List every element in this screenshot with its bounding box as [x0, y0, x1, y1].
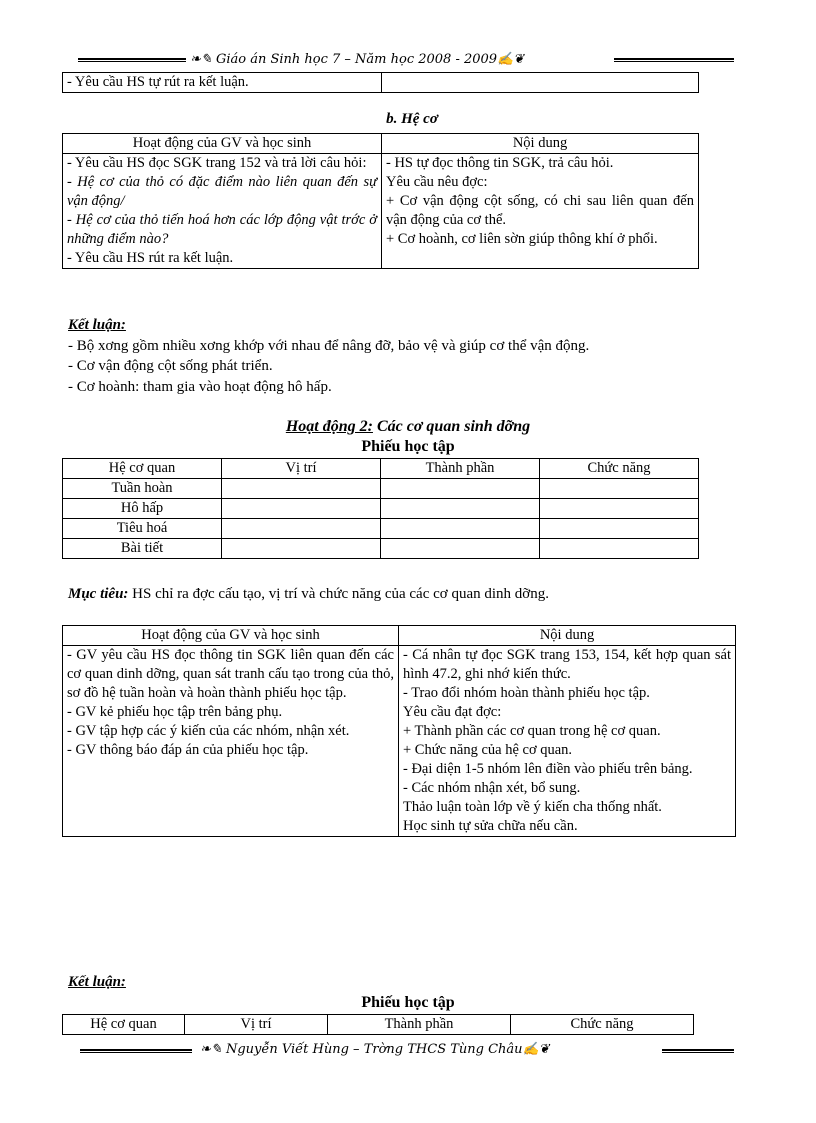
conclusion-1-line: - Cơ hoành: tham gia vào hoạt động hô hấp. [68, 379, 332, 395]
worksheet-1-cell [222, 479, 381, 499]
activity-2-col-activity: Hoạt động của GV và học sinh [63, 626, 399, 646]
activity-2-content-line: Thảo luận toàn lớp về ý kiến cha thống nhất. [403, 799, 662, 815]
section-b-col-activity: Hoạt động của GV và học sinh [63, 134, 382, 154]
activity-2-activity-line: - GV tập hợp các ý kiến của các nhóm, nhận xét. [67, 723, 350, 739]
header-ornament-right: ✍❦ [497, 52, 525, 67]
activity-2-content-line: - Trao đổi nhóm hoàn thành phiếu học tập. [403, 685, 650, 701]
activity-2-title [0, 418, 816, 436]
section-b-content-cell [382, 154, 699, 269]
worksheet-1-cell [222, 499, 381, 519]
activity-2-content-line: - Các nhóm nhận xét, bổ sung. [403, 780, 581, 796]
footer-rule-left [80, 1049, 192, 1053]
footer-ornament-left: ❧✎ [200, 1042, 222, 1057]
section-b-activity-cell [63, 154, 382, 269]
activity-2-title-rest: Các cơ quan sinh dỡng [372, 418, 531, 435]
worksheet-1-title: Phiếu học tập [361, 438, 455, 455]
top-table [62, 72, 699, 93]
worksheet-1-cell [222, 519, 381, 539]
activity-2-content-line: Yêu cầu đạt đợc: [403, 704, 502, 720]
worksheet-1-table [62, 458, 699, 559]
activity-2-content-line: + Thành phần các cơ quan trong hệ cơ quan. [403, 723, 661, 739]
activity-2-content-cell [399, 646, 736, 837]
worksheet-2-col: Hệ cơ quan [63, 1015, 185, 1035]
worksheet-2-table [62, 1014, 694, 1035]
conclusion-1-line: - Bộ xơng gồm nhiều xơng khớp với nhau để nâng đỡ, bảo vệ và giúp cơ thể vận động. [68, 338, 590, 354]
activity-2-content-line: + Chức năng của hệ cơ quan. [403, 742, 573, 758]
worksheet-1-cell [540, 519, 699, 539]
objective-text: HS chỉ ra đợc cấu tạo, vị trí và chức năng của các cơ quan dinh dỡng. [128, 586, 549, 602]
activity-2-activity-line: - GV kẻ phiếu học tập trên bảng phụ. [67, 704, 283, 720]
section-b-activity-line: - Yêu cầu HS rút ra kết luận. [67, 250, 234, 266]
worksheet-1-col: Hệ cơ quan [63, 459, 222, 479]
worksheet-2-col: Chức năng [511, 1015, 694, 1035]
worksheet-1-cell [540, 539, 699, 559]
worksheet-1-cell [222, 539, 381, 559]
page-header [190, 52, 610, 67]
activity-2-content-line: - Cá nhân tự đọc SGK trang 153, 154, kết hợp quan sát hình 47.2, ghi nhớ kiến thức. [403, 647, 731, 682]
activity-2-activity-line: - GV yêu cầu HS đọc thông tin SGK liên quan đến các cơ quan dinh dỡng, quan sát tranh cấu tạo trong của thỏ, sơ đồ hệ tuần hoàn và hoàn thành phiếu học tập. [67, 647, 394, 701]
activity-2-table [62, 625, 736, 837]
conclusion-2-label: Kết luận: [68, 974, 126, 990]
top-table-left: - Yêu cầu HS tự rút ra kết luận. [63, 73, 382, 93]
top-table-right [382, 73, 699, 93]
header-rule-right [614, 58, 734, 62]
worksheet-1-cell [540, 479, 699, 499]
header-rule-left [78, 58, 186, 62]
objective-label: Mục tiêu: [68, 586, 129, 602]
activity-2-activity-cell [63, 646, 399, 837]
activity-2-activity-line: - GV thông báo đáp án của phiếu học tập. [67, 742, 309, 758]
section-b-content-line: + Cơ hoành, cơ liên sờn giúp thông khí ở phổi. [386, 231, 658, 247]
section-b-table [62, 133, 699, 269]
header-ornament-left: ❧✎ [190, 52, 212, 67]
footer-rule-right [662, 1049, 734, 1053]
conclusion-1-label: Kết luận: [68, 317, 126, 333]
footer-ornament-right: ✍❦ [522, 1042, 550, 1057]
worksheet-2-col: Thành phần [328, 1015, 511, 1035]
section-b-activity-line: - Yêu cầu HS đọc SGK trang 152 và trả lời câu hỏi: [67, 155, 367, 171]
worksheet-1-col: Chức năng [540, 459, 699, 479]
worksheet-2-title: Phiếu học tập [361, 994, 455, 1011]
worksheet-1-row-label: Hô hấp [63, 499, 222, 519]
worksheet-1-row-label: Bài tiết [63, 539, 222, 559]
worksheet-1-cell [381, 499, 540, 519]
activity-2-content-line: Học sinh tự sửa chữa nếu cần. [403, 818, 578, 834]
worksheet-1-cell [381, 479, 540, 499]
worksheet-1-cell [381, 519, 540, 539]
section-b-col-content: Nội dung [382, 134, 699, 154]
worksheet-1-row-label: Tuần hoàn [63, 479, 222, 499]
footer-text: Nguyễn Viết Hùng – Trờng THCS Tùng Châu [225, 1042, 523, 1057]
worksheet-2-col: Vị trí [185, 1015, 328, 1035]
section-b-activity-question: - Hệ cơ của thỏ có đặc điểm nào liên quan đến sự vận động/ [67, 174, 377, 209]
worksheet-1-row-label: Tiêu hoá [63, 519, 222, 539]
objective [68, 586, 549, 603]
page-footer [200, 1042, 655, 1057]
worksheet-1-cell [540, 499, 699, 519]
worksheet-1-col: Vị trí [222, 459, 381, 479]
section-b-activity-question: - Hệ cơ của thỏ tiến hoá hơn các lớp động vật trớc ở những điểm nào? [67, 212, 377, 247]
header-title: Giáo án Sinh học 7 – Năm học 2008 - 2009 [215, 52, 498, 67]
activity-2-col-content: Nội dung [399, 626, 736, 646]
worksheet-1-cell [381, 539, 540, 559]
section-b-title: b. Hệ cơ [386, 111, 438, 127]
activity-2-title-prefix: Hoạt động 2: [285, 418, 373, 435]
activity-2-content-line: - Đại diện 1-5 nhóm lên điền vào phiếu trên bảng. [403, 761, 693, 777]
conclusion-1-line: - Cơ vận động cột sống phát triển. [68, 358, 273, 374]
section-b-content-line: - HS tự đọc thông tin SGK, trả câu hỏi. [386, 155, 614, 171]
section-b-content-line: + Cơ vận động cột sống, có chi sau liên quan đến vận động của cơ thể. [386, 193, 694, 228]
section-b-content-line: Yêu cầu nêu đợc: [386, 174, 488, 190]
worksheet-1-col: Thành phần [381, 459, 540, 479]
